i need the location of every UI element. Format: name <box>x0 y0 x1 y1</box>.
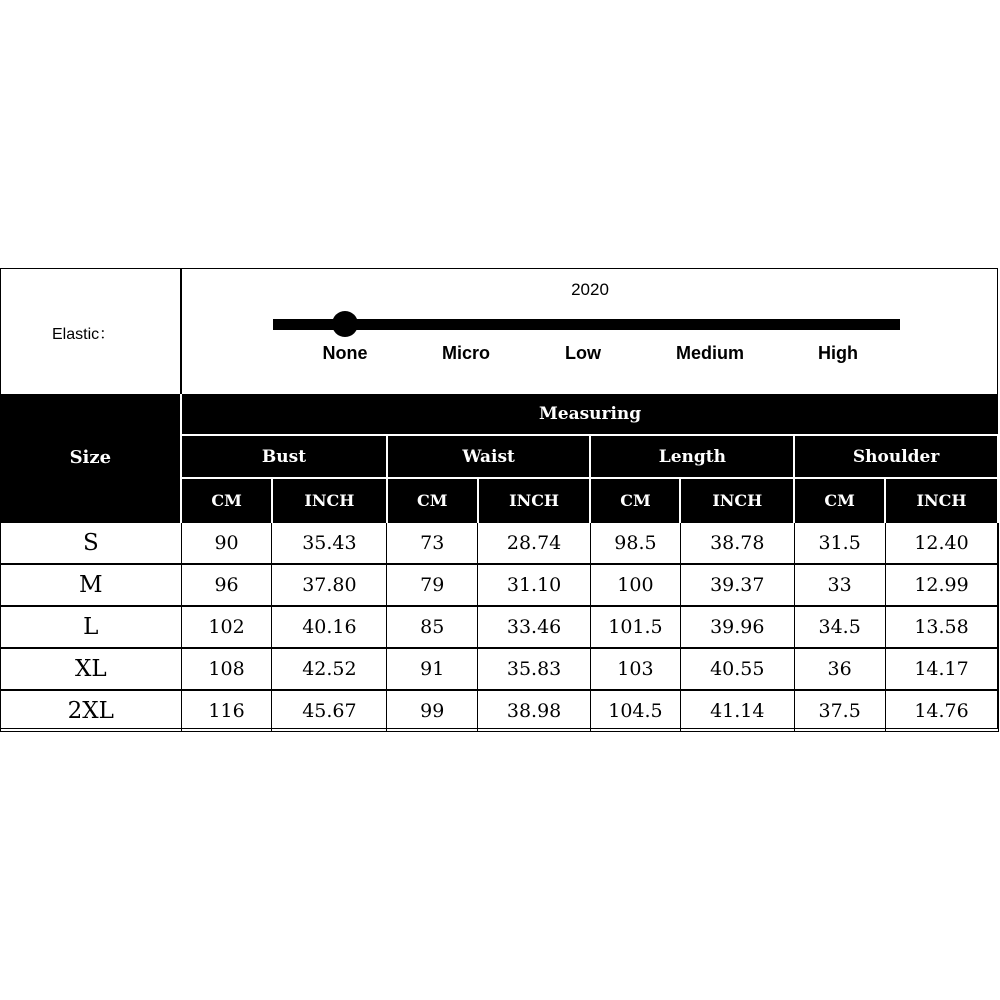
value-cell: 36 <box>794 648 885 690</box>
value-cell: 37.80 <box>272 564 387 606</box>
size-cell: S <box>1 522 182 564</box>
group-header-shoulder: Shoulder <box>794 435 998 478</box>
value-cell: 31.5 <box>794 522 885 564</box>
table-row <box>1 606 999 648</box>
size-header: Size <box>1 394 182 522</box>
value-cell: 41.14 <box>680 690 794 732</box>
value-cell: 45.67 <box>272 690 387 732</box>
value-cell: 42.52 <box>272 648 387 690</box>
value-cell: 39.37 <box>680 564 794 606</box>
unit-header: CM <box>387 478 478 522</box>
value-cell: 90 <box>181 522 272 564</box>
value-cell: 35.83 <box>478 648 591 690</box>
unit-header: CM <box>181 478 272 522</box>
table-row <box>1 648 999 690</box>
elastic-level-medium: Medium <box>675 343 744 363</box>
value-cell: 33.46 <box>478 606 591 648</box>
value-cell: 99 <box>387 690 478 732</box>
unit-header: CM <box>794 478 885 522</box>
value-cell: 104.5 <box>590 690 680 732</box>
value-cell: 28.74 <box>478 522 591 564</box>
table-row <box>1 690 999 732</box>
group-header-bust: Bust <box>181 435 387 478</box>
value-cell: 34.5 <box>794 606 885 648</box>
elastic-level-none: None <box>322 343 368 363</box>
value-cell: 39.96 <box>680 606 794 648</box>
value-cell: 79 <box>387 564 478 606</box>
size-cell: 2XL <box>1 690 182 732</box>
elastic-label: Elastic： <box>52 326 116 343</box>
value-cell: 40.55 <box>680 648 794 690</box>
elastic-level-high: High <box>818 343 858 363</box>
value-cell: 12.99 <box>885 564 998 606</box>
value-cell: 13.58 <box>885 606 998 648</box>
value-cell: 98.5 <box>590 522 680 564</box>
elastic-scale-indicator <box>332 311 358 337</box>
value-cell: 96 <box>181 564 272 606</box>
elastic-scale-bar <box>273 319 900 330</box>
unit-header: INCH <box>885 478 998 522</box>
size-cell: L <box>1 606 182 648</box>
unit-header: INCH <box>478 478 591 522</box>
elastic-level-micro: Micro <box>441 343 490 363</box>
group-header-length: Length <box>590 435 794 478</box>
value-cell: 40.16 <box>272 606 387 648</box>
value-cell: 91 <box>387 648 478 690</box>
value-cell: 100 <box>590 564 680 606</box>
value-cell: 101.5 <box>590 606 680 648</box>
value-cell: 12.40 <box>885 522 998 564</box>
value-cell: 85 <box>387 606 478 648</box>
unit-header: INCH <box>272 478 387 522</box>
elastic-level-low: Low <box>565 343 601 363</box>
size-cell: M <box>1 564 182 606</box>
value-cell: 73 <box>387 522 478 564</box>
table-row <box>1 522 999 564</box>
value-cell: 108 <box>181 648 272 690</box>
table-row <box>1 564 999 606</box>
value-cell: 14.17 <box>885 648 998 690</box>
value-cell: 116 <box>181 690 272 732</box>
elastic-year: 2020 <box>571 280 609 299</box>
unit-header: CM <box>590 478 680 522</box>
unit-header: INCH <box>680 478 794 522</box>
value-cell: 33 <box>794 564 885 606</box>
value-cell: 35.43 <box>272 522 387 564</box>
value-cell: 102 <box>181 606 272 648</box>
value-cell: 38.98 <box>478 690 591 732</box>
value-cell: 38.78 <box>680 522 794 564</box>
divider <box>180 268 182 394</box>
size-cell: XL <box>1 648 182 690</box>
value-cell: 37.5 <box>794 690 885 732</box>
value-cell: 31.10 <box>478 564 591 606</box>
size-table <box>0 394 999 732</box>
group-header-waist: Waist <box>387 435 591 478</box>
measuring-header: Measuring <box>181 394 998 435</box>
value-cell: 14.76 <box>885 690 998 732</box>
value-cell: 103 <box>590 648 680 690</box>
